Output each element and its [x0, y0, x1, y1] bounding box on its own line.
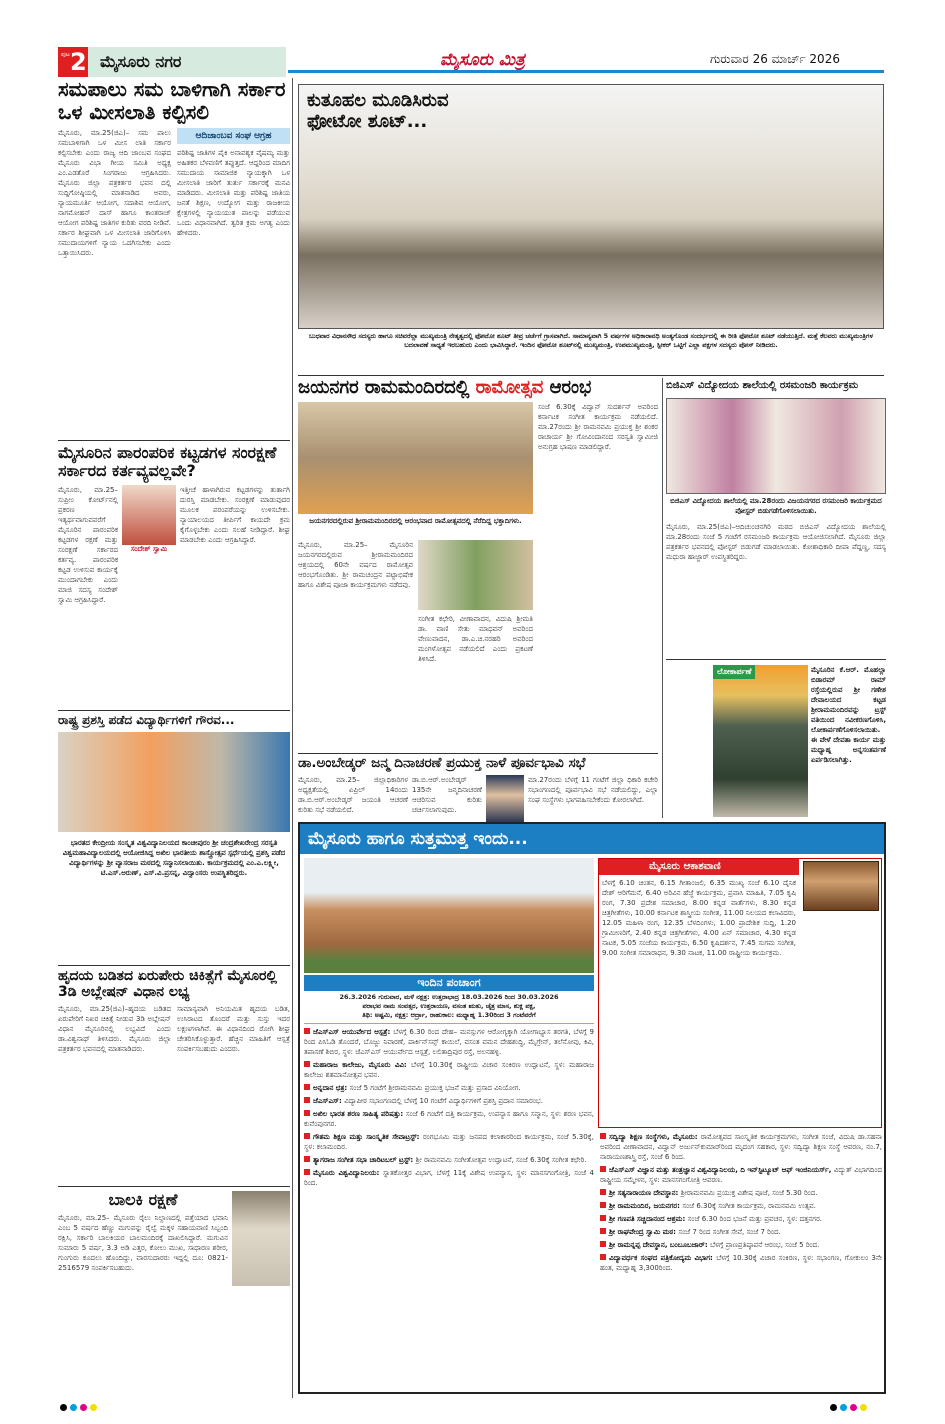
- today-events-box: [298, 822, 886, 1394]
- palace-photo: [304, 858, 594, 973]
- divider: [58, 440, 290, 441]
- event-item: [304, 1083, 594, 1093]
- girl-photo: [232, 1191, 290, 1286]
- article-body: ಸಾಮಾನ್ಯವಾಗಿ ಅನಿಯಮಿತ ಹೃದಯ ಬಡಿತ, ಉಸಿರಾಟದ ತೊಂದರೆ ಮತ್ತು ಸುಸ್ತು ಇದರ ಲಕ್ಷಣಗಳಾಗಿವೆ. ಈ ವಿಧಾನದಿಂದ ರೋಗಿ ಶೀಘ್ರ ಚೇತರಿಸಿಕೊಳ್ಳುತ್ತಾರೆ. ಹೆಚ್ಚಿನ ಮಾಹಿತಿಗೆ ಆಸ್ಪತ್ರೆ ಸಂಪರ್ಕಿಸಬಹುದು ಎಂದರು.: [177, 1005, 290, 1054]
- event-name: ಅನ್ನದಾನ ಛತ್ರ:: [313, 1084, 350, 1092]
- article-student-honour: [58, 710, 290, 948]
- section-title: ಮೈಸೂರು ನಗರ: [88, 47, 286, 77]
- article-body: ಇತ್ತೀಚೆ ಹಾಳಾಗಿರುವ ಕಟ್ಟಡಗಳನ್ನು ತುರ್ತಾಗಿ ದುರಸ್ತಿ ಮಾಡಬೇಕು. ಸಂರಕ್ಷಣೆ ಮಾಡುವುದರ ಮೂಲಕ ಪರಂಪರೆಯನ್ನು ಉಳಿಸಬೇಕು. ನ್ಯಾಯಾಲಯದ ತೀರ್ಪಿಗೆ ಕಾಯದೇ ಕ್ರಮ ಕೈಗೊಳ್ಳಬೇಕು ಎಂದು ಸಲಹೆ ನೀಡಿದ್ದಾರೆ. ಶೀಘ್ರ ಮಾಡಬೇಕು ಎಂದು ಆಗ್ರಹಿಸಿದ್ದಾರೆ.: [180, 485, 290, 544]
- newspaper-brand: ಮೈಸೂರು ಮಿತ್ರ: [440, 50, 525, 70]
- event-name: ಮಹಾರಾಜ ಕಾಲೇಜು, ಮೈಸೂರು ವಿವಿ:: [313, 1061, 412, 1069]
- divider: [58, 965, 290, 966]
- bullet-icon: [600, 1215, 606, 1221]
- poster-release-photo: [666, 398, 886, 494]
- event-item: [304, 1155, 594, 1165]
- panchanga-line: ಪರಾಭವ ನಾಮ ಸಂವತ್ಸರ, ಉತ್ತರಾಯಣ, ವಸಂತ ಋತು, ಚೈತ್ರ ಮಾಸ, ಶುಕ್ಲ ಪಕ್ಷ,: [362, 1002, 536, 1010]
- headline: ಸಮಪಾಲು ಸಮ ಬಾಳಿಗಾಗಿ ಸರ್ಕಾರ ಒಳ ಮೀಸಲಾತಿ ಕಲ್ಪಿಸಲಿ: [58, 77, 286, 124]
- event-name: ಮೈಸೂರು ವಿಶ್ವವಿದ್ಯಾನಿಲಯ:: [313, 1169, 383, 1177]
- radio-icon: [803, 861, 879, 911]
- article-girl-rescue: [58, 1186, 290, 1383]
- event-details: ಶ್ರೀ ರಾಮನವಮಿ ಸಂಗೀತೋತ್ಸವ ಉದ್ಘಾಟನೆ, ಸಂಜೆ 6.30ಕ್ಕೆ ಸಂಗೀತ ಕಛೇರಿ.: [415, 1156, 587, 1164]
- article-body: ಸಂಜೆ 6.30ಕ್ಕೆ ವಿದ್ವಾನ್ ಸುದರ್ಶನ್ ಅವರಿಂದ ಕರ್ನಾಟಕ ಸಂಗೀತ ಕಾರ್ಯಕ್ರಮ ನಡೆಯಲಿದೆ. ಮಾ.27ರಂದು ಶ್ರೀ ರಾಮನವಮಿ ಪ್ರಯುಕ್ತ ಶ್ರೀ ಶಂಕರ ರಾಚಾರ್ಯ ಶ್ರೀ ಗೋವಿಂದಾನಂದ ಸರಸ್ವತಿ ಸ್ವಾಮೀಜಿ ಅನುಗ್ರಹ ಭಾಷಣ ಮಾಡಲಿದ್ದಾರೆ.: [538, 403, 658, 451]
- header-rule: [288, 70, 884, 73]
- divider: [666, 659, 886, 660]
- registration-marks: [830, 1404, 890, 1414]
- headline: ಆರಂಭ: [543, 377, 592, 398]
- event-details: ಬೆಳಗ್ಗೆ 10.30ಕ್ಕೆ ವಿಚಾರ ಸಂಕಿರಣ, ಸ್ಥಳ: ಸಭಾಂಗಣ, ಗೋಕುಲಂ 3ನೇ ಹಂತ, ಮಧ್ಯಾಹ್ನ 3,300ರಿಂದ.: [600, 1254, 882, 1272]
- bullet-icon: [304, 1133, 310, 1139]
- bullet-icon: [600, 1254, 606, 1260]
- ritual-photo: [418, 540, 533, 610]
- event-name: ತ್ಯಾಗರಾಜ ಸಂಗೀತ ಸಭಾ ಚಾರಿಟಬಲ್ ಟ್ರಸ್ಟ್:: [313, 1156, 416, 1164]
- event-name: ಗೌತಮ ಶಿಕ್ಷಣ ಮತ್ತು ಸಾಂಸ್ಕೃತಿಕ ಸೇವಾಟ್ರಸ್ಟ್:: [313, 1133, 423, 1141]
- bullet-icon: [600, 1241, 606, 1247]
- event-name: ಜೆಎಸ್ಎಸ್:: [313, 1097, 345, 1105]
- bullet-icon: [600, 1166, 606, 1172]
- event-item: [304, 1096, 594, 1106]
- event-details: ರಾಮೋತ್ಸವದ ಸಾಂಸ್ಕೃತಿಕ ಕಾರ್ಯಕ್ರಮಗಳು, ಸಂಗೀತ ಸಂಜೆ, ವಿದುಷಿ ಡಾ.ಸಹನಾ ಅವರಿಂದ ವೀಣಾವಾದನ, ವಿದ್ವಾನ್ ಅರ್ಜುನ್‌ಕುಮಾರ್‌ರಿಂದ ಮೃದಂಗ ಸಹಕಾರ, ಸ್ಥಳ: ಸದ್ವಿದ್ಯಾ ಶಿಕ್ಷಣ ಸಂಸ್ಥೆ ಆವರಣ, ನಂ.7, ನಾರಾಯಣಶಾಸ್ತ್ರಿ ರಸ್ತೆ, ಸಂಜೆ 6 ರಿಂದ.: [600, 1133, 882, 1161]
- event-details: ಬೆಳಗ್ಗೆ 10.30ಕ್ಕೆ ರಾಷ್ಟ್ರೀಯ ವಿಚಾರ ಸಂಕಿರಣ ಉದ್ಘಾಟನೆ, ಸ್ಥಳ: ಮಹಾರಾಜ ಕಾಲೇಜು ಶತಮಾನೋತ್ಸವ ಭವನ.: [304, 1061, 594, 1079]
- panchanga-line: 26.3.2026 ಗುರುವಾರ, ಮಳೆ ನಕ್ಷತ್ರ: ಉತ್ತರಾಭಾದ್ರ 18.03.2026 ರಿಂದ 30.03.2026: [339, 993, 559, 1001]
- event-item: [600, 1165, 882, 1185]
- event-details: ಸ್ನಾತಕೋತ್ತರ ವಿಭಾಗ, ಬೆಳಗ್ಗೆ 11ಕ್ಕೆ ವಿಶೇಷ ಉಪನ್ಯಾಸ, ಸ್ಥಳ: ಮಾನಸಗಂಗೋತ್ರಿ, ಸಂಜೆ 4 ರಿಂದ.: [304, 1169, 594, 1187]
- today-title: ಮೈಸೂರು ಹಾಗೂ ಸುತ್ತಮುತ್ತ ಇಂದು...: [300, 824, 884, 854]
- column-divider: [292, 78, 293, 1398]
- bullet-icon: [600, 1133, 606, 1139]
- page-label: ಪುಟ: [61, 51, 70, 58]
- bullet-icon: [304, 1084, 310, 1090]
- event-name: ಶ್ರೀ ಸತ್ಯನಾರಾಯಣ ದೇವಸ್ಥಾನ:: [609, 1189, 681, 1197]
- article-body: ಮೈಸೂರು, ಮಾ.25(ಜಿಎ)– ಸಮ ಪಾಲು ಸಮಬಾಳಿಗಾಗಿ ಒಳ ಮೀಸ ಲಾತಿ ಸರ್ಕಾರ ಕಲ್ಪಿಸಬೇಕು ಎಂದು ರಾಜ್ಯ ಆದಿ ಜಾಂಬವ ಸಂಘದ ಮೈಸೂರು ವಿಭಾ ಗೀಯ ಸಮಿತಿ ಅಧ್ಯಕ್ಷ ಎಂ.ಎಡತೊರೆ ಸಿಂಗರಾಜು ಆಗ್ರಹಿಸಿದರು. ಮೈಸೂರು ಜಿಲ್ಲಾ ಪತ್ರಕರ್ತರ ಭವನ ದಲ್ಲಿ ಸುದ್ದಿಗೋಷ್ಠಿಯಲ್ಲಿ ಮಾತನಾಡಿದ ಅವರು, ನ್ಯಾಯಮೂರ್ತಿ ಆಯೋಗ, ಸದಾಶಿವ ಆಯೋಗ, ನಾಗಮೋಹನ್ ದಾಸ್ ಹಾಗೂ ಕಾಂತರಾಜ್ ಆಯೋಗ ಪರಿಶಿಷ್ಟ ಜಾತಿಗಳ ಕುರಿತು ವರದಿ ನೀಡಿವೆ. ಸರ್ಕಾರ ಶೀಘ್ರವಾಗಿ ಒಳ ಮೀಸಲಾತಿ ಜಾರಿಗೊಳಿಸಿ ಸಮುದಾಯಗಳಿಗೆ ನ್ಯಾಯ ಒದಗಿಸಬೇಕು ಎಂದು ಒತ್ತಾಯಿಸಿದರು.: [58, 129, 171, 257]
- event-item: [600, 1253, 882, 1273]
- article-internal-reservation: [58, 78, 290, 390]
- bullet-icon: [304, 1110, 310, 1116]
- article-3d-ablation: [58, 968, 290, 1169]
- article-body: ಮೈಸೂರು, ಮಾ.25– ಮೈಸೂರು ರೈಲು ನಿಲ್ದಾಣದಲ್ಲಿ ಪತ್ತೆಯಾದ ಭವಾನಿ ಎಂಬ 5 ವರ್ಷದ ಹೆಣ್ಣು ಮಗುವನ್ನು ರೈಲ್ವೆ ಮಕ್ಕಳ ಸಹಾಯವಾಣಿ ಸಿಬ್ಬಂದಿ ರಕ್ಷಿಸಿ, ಸರ್ಕಾರಿ ಬಾಲಕಿಯರ ಬಾಲಮಂದಿರಕ್ಕೆ ದಾಖಲಿಸಿದ್ದಾರೆ. ಮಗುವಿನ ಸುಮಾರು 5 ವರ್ಷ, 3.3 ಅಡಿ ಎತ್ತರ, ಕೋಲು ಮುಖ, ಸಾಧಾರಣ ಶರೀರ, ಗುಂಗುರು ಕೂದಲು ಹೊಂದಿದ್ದು, ವಾರಸುದಾರರು ಇದ್ದಲ್ಲಿ ದೂ: 0821-2516579 ಸಂಪರ್ಕಿಸಬಹುದು.: [58, 1214, 228, 1273]
- event-name: ಜೆಎಸ್‌ಎಸ್ ವಿಜ್ಞಾನ ಮತ್ತು ತಂತ್ರಜ್ಞಾನ ವಿಶ್ವವಿದ್ಯಾನಿಲಯ, ದಿ ಇನ್‌ಸ್ಟಿಟ್ಯೂಟ್ ಆಫ್ ಇಂಜಿನಿಯರ್ಸ್,: [609, 1166, 834, 1174]
- event-item: [600, 1227, 882, 1237]
- bullet-icon: [304, 1028, 310, 1034]
- article-body: ಮೈಸೂರು, ಮಾ.25(ಜಿಎ)–ಆದಿಚುಂಚನಗಿರಿ ಮಠದ ಬಿಜಿಎಸ್ ವಿದ್ಯೋದಯ ಶಾಲೆಯಲ್ಲಿ ಮಾ.28ರಂದು ಸಂಜೆ 5 ಗಂಟೆಗೆ ರಸಮಂಜರಿ ಕಾರ್ಯಕ್ರಮ ಆಯೋಜಿಸಲಾಗಿದೆ. ಮೈಸೂರು ಜಿಲ್ಲಾ ಪತ್ರಕರ್ತರ ಭವನದಲ್ಲಿ ಪೋಸ್ಟರ್ ಬಿಡುಗಡೆ ಮಾಡಲಾಯಿತು. ಕೋಶಾಧಿಕಾರಿ ದೀಪಾ ಪೆದ್ದಣ್ಣ, ಸದಸ್ಯ ಮಧುರಾ ಹಾಜ್ಜಾರ್ ಉಪಸ್ಥಿತರಿದ್ದರು.: [666, 522, 886, 561]
- temple-crowd-photo: [298, 402, 533, 514]
- event-item: [304, 1060, 594, 1080]
- article-tag: ಆದಿಜಾಂಬವ ಸಂಘ ಆಗ್ರಹ: [177, 128, 290, 144]
- photo-caption: ಬಿಜಿಎಸ್ ವಿದ್ಯೋದಯ ಶಾಲೆಯಲ್ಲಿ ಮಾ.28ರಂದು ವಿಜಯನಗರದ ರಸಮಂಜರಿ ಕಾರ್ಯಕ್ರಮದ ಪೋಸ್ಟರ್ ಬಿಡುಗಡೆಗೊಳಿಸಲಾಯಿತು.: [670, 496, 882, 515]
- article-body: ಡಾ.ಬಿ.ಆರ್.ಅಂಬೇಡ್ಕರ್ 135ನೇ ಜನ್ಮದಿನಾಚರಣೆ ಆಚರಿಸುವ ಕುರಿತು ಚರ್ಚಿಸಲಾಗುವುದು.: [412, 775, 482, 814]
- article-body: ಪರಿಶಿಷ್ಟ ಜಾತಿಗಳ ಪೈಕಿ ಅನಾವಶ್ಯಕ ವೈಷಮ್ಯ ಮತ್ತು ಅಹಿತಕರ ಬೆಳವಣಿಗೆ ತಪ್ಪುತ್ತದೆ. ಆದ್ದರಿಂದ ಮಾದಿಗ ಸಮುದಾಯ ಸಾಮಾಜಿಕ ನ್ಯಾಯಕ್ಕಾಗಿ ಒಳ ಮೀಸಲಾತಿ ಜಾರಿಗೆ ತುರ್ತು ಸರ್ಕಾರಕ್ಕೆ ಮನವಿ ಮಾಡಿದರು. ಮೀಸಲಾತಿ ಮತ್ತು ಪರಿಶಿಷ್ಟ ಜಾತಿಯ ಜನತೆ ಶಿಕ್ಷಣ, ಉದ್ಯೋಗ ಮತ್ತು ರಾಜಕೀಯ ಕ್ಷೇತ್ರಗಳಲ್ಲಿ ನ್ಯಾಯಯುತ ಪಾಲನ್ನು ಪಡೆಯುವ ಒಂದು ವಿಧಾನವಾಗಿದೆ. ತ್ವರಿತ ಕ್ರಮ ಅಗತ್ಯ ಎಂದು ಹೇಳಿದರು.: [177, 149, 290, 237]
- radio-title: ಮೈಸೂರು ಆಕಾಶವಾಣಿ: [599, 859, 799, 875]
- photo-caption: ಭಾರತದ ಕೇಂದ್ರೀಯ ಸಂಸ್ಕೃತ ವಿಶ್ವವಿದ್ಯಾನಿಲಯದ ಕಾಂಚೀಪುರಂ ಶ್ರೀ ಚಂದ್ರಶೇಖರೇಂದ್ರ ಸರಸ್ವತಿ ವಿಶ್ವಮಹಾವಿದ್ಯಾಲಯದಲ್ಲಿ ಆಯೋಜಿಸಿದ್ದ ಅಖಿಲ ಭಾರತೀಯ ಶಾಸ್ತ್ರೋತ್ಸವ ಸ್ಪರ್ಧೆಯಲ್ಲಿ ಪ್ರಶಸ್ತಿ ಪಡೆದ ವಿದ್ಯಾರ್ಥಿಗಳನ್ನು ಶ್ರೀ ವ್ಯಾಸರಾಜ ಮಠದಲ್ಲಿ ಸನ್ಮಾನಿಸಲಾಯಿತು. ಕಾರ್ಯಕ್ರಮದಲ್ಲಿ ಎಂ.ಎ.ಲಕ್ಷ್ಮೀ, ಟಿ.ಎಸ್.ಅರುಣ್, ಎಸ್.ವಿ.ಪ್ರಸನ್ನ, ವಿದ್ವಾಂಸರು ಉಪಸ್ಥಿತರಿದ್ದರು.: [62, 838, 286, 877]
- event-details: ವಿದ್ಯುತ್ ವಿಭಾಗದಿಂದ ರಾಷ್ಟ್ರೀಯ ಸಮ್ಮೇಳನ, ಸ್ಥಳ: ಮಾನಸಗಂಗೋತ್ರಿ ಆವರಣ.: [600, 1166, 882, 1184]
- article-ambedkar-meeting: [298, 756, 658, 825]
- event-item: [304, 1027, 594, 1057]
- event-details: ವಿದ್ಯಾಪೀಠ ಸಭಾಂಗಣದಲ್ಲಿ ಬೆಳಗ್ಗೆ 10 ಗಂಟೆಗೆ ವಿದ್ಯಾರ್ಥಿಗಳಿಗೆ ಪ್ರಶಸ್ತಿ ಪ್ರದಾನ ಸಮಾರಂಭ.: [344, 1097, 543, 1105]
- headline: ರಾಷ್ಟ್ರ ಪ್ರಶಸ್ತಿ ಪಡೆದ ವಿದ್ಯಾರ್ಥಿಗಳಿಗೆ ಗೌರವ...: [58, 710, 290, 728]
- event-details: ಸಂಜೆ 6.30ಕ್ಕೆ ಸಂಗೀತ ಕಾರ್ಯಕ್ರಮ, ರಾಮನವಮಿ ಉತ್ಸವ.: [682, 1202, 816, 1210]
- events-list-right: [600, 1132, 882, 1390]
- event-item: [304, 1168, 594, 1188]
- headline: ಹೃದಯ ಬಡಿತದ ಏರುಪೇರು ಚಿಕಿತ್ಸೆಗೆ ಮೈಸೂರಲ್ಲಿ 3ಡಿ ಅಬ್ಲೇಷನ್ ವಿಧಾನ ಲಭ್ಯ: [58, 968, 278, 1001]
- event-name: ಜೆಎಸ್ಎಸ್ ಆಯುರ್ವೇದ ಆಸ್ಪತ್ರೆ:: [313, 1028, 394, 1036]
- event-name: ವಿದ್ಯಾವರ್ಧಕ ಸಂಘದ ಪತ್ರಿಕೋದ್ಯಮ ವಿಭಾಗ:: [609, 1254, 717, 1262]
- group-photo: [58, 732, 290, 832]
- divider: [304, 1023, 594, 1024]
- article-body: ಮೈಸೂರಿನ ಕೆ.ಆರ್. ಮೊಹಲ್ಲಾ ಬಿಡಾರಮ್ ರಾಮ್ ರಸ್ತೆಯಲ್ಲಿರುವ ಶ್ರೀ ಗಣೇಶ ದೇವಾಲಯದ ಕಟ್ಟಡ ಶ್ರೀರಾಮಮಂದಿರವನ್ನು ಟ್ರಸ್ಟ್ ವತಿಯಿಂದ ನವೀಕರಣಗೊಳಿಸಿ, ಲೋಕಾರ್ಪಣೆಗೊಳಿಸಲಾಯಿತು. ಈ ವೇಳೆ ದೇವತಾ ಕಾರ್ಯ ಮತ್ತು ಮಧ್ಯಾಹ್ನ ಅನ್ನಸಂತರ್ಪಣೆ ಏರ್ಪಡಿಸಲಾಗಿತ್ತು.: [811, 666, 886, 764]
- event-item: [600, 1214, 882, 1224]
- bullet-icon: [304, 1156, 310, 1162]
- panchanga-line: ತಿಥಿ: ಅಷ್ಟಮಿ, ನಕ್ಷತ್ರ: ಆರ್ದ್ರಾ, ರಾಹುಕಾಲ: ಮಧ್ಯಾಹ್ನ 1.30ರಿಂದ 3 ಗಂಟೆವರೆಗೆ: [362, 1011, 536, 1019]
- headline: ಜಯನಗರ ರಾಮಮಂದಿರದಲ್ಲಿ: [298, 377, 476, 398]
- panchanga-title: ಇಂದಿನ ಪಂಚಾಂಗ: [304, 975, 594, 991]
- divider: [298, 375, 884, 376]
- photo-caption: ಜಯನಗರದಲ್ಲಿರುವ ಶ್ರೀರಾಮಮಂದಿರದಲ್ಲಿ ಆರಂಭವಾದ ರಾಮೋತ್ಸವದಲ್ಲಿ ನೆರೆದಿದ್ದ ಭಕ್ತಾದಿಗಳು.: [309, 517, 522, 525]
- radio-box: [598, 858, 882, 1128]
- headline: ಕುತೂಹಲ ಮೂಡಿಸಿರುವ ಫೋಟೋ ಶೂಟ್...: [307, 90, 449, 132]
- event-details: ರಂಗಭೂಮಿ ಮತ್ತು ಜನಪದ ಕಲಾಕಾರರಿಂದ ಕಾರ್ಯಕ್ರಮ, ಸಂಜೆ 5.30ಕ್ಕೆ, ಸ್ಥಳ: ಕಲಾಮಂದಿರ.: [304, 1133, 594, 1151]
- event-name: ಶ್ರೀ ರಾಘವೇಂದ್ರ ಸ್ವಾಮಿ ಮಠ:: [609, 1228, 679, 1236]
- event-item: [600, 1240, 882, 1250]
- event-item: [600, 1132, 882, 1162]
- temple-facade-photo: [713, 665, 808, 817]
- page-number-badge: [58, 47, 88, 77]
- event-details: ಸಂಜೆ 5 ಗಂಟೆಗೆ ಶ್ರೀರಾಮನವಮಿ ಪ್ರಯುಕ್ತ ಭಜನೆ ಮತ್ತು ಪ್ರಸಾದ ವಿನಿಯೋಗ.: [349, 1084, 521, 1092]
- events-list-left: [304, 1027, 594, 1390]
- bullet-icon: [600, 1202, 606, 1208]
- event-item: [304, 1132, 594, 1152]
- event-details: ಶ್ರೀರಾಮನವಮಿ ಪ್ರಯುಕ್ತ ವಿಶೇಷ ಪೂಜೆ, ಸಂಜೆ 5.30 ರಿಂದ.: [680, 1189, 818, 1197]
- event-name: ಅಖಿಲ ಭಾರತ ಶರಣ ಸಾಹಿತ್ಯ ಪರಿಷತ್ತು:: [313, 1110, 406, 1118]
- event-name: ಶ್ರೀ ರಾಮಮಂದಿರ, ಜಯನಗರ:: [609, 1202, 683, 1210]
- divider: [298, 753, 658, 754]
- bullet-icon: [304, 1169, 310, 1175]
- portrait-photo: [122, 485, 176, 545]
- assembly-group-photo: [298, 84, 884, 329]
- bullet-icon: [304, 1097, 310, 1103]
- event-details: ಸಂಜೆ 7 ರಿಂದ ಸಂಗೀತ ಸೇವೆ, ಸಂಜೆ 7 ರಿಂದ.: [678, 1228, 781, 1236]
- headline-accent: ರಾಮೋತ್ಸವ: [475, 377, 544, 398]
- event-details: ಬೆಳಗ್ಗೆ 6.30 ರಿಂದ ದೇಹ– ಮನಸ್ಸುಗಳ ಆರೋಗ್ಯಕ್ಕಾಗಿ ಯೋಗಾಭ್ಯಾಸ ತರಗತಿ, ಬೆಳಗ್ಗೆ 9 ರಿಂದ ಪಿಸಿಓಡಿ ತೊಂದರೆ, ಬೊಜ್ಜು ನಿವಾರಣೆ, ಪಾರ್ಕಿನ್‌ಸನ್ಸ್ ಕಾಯಿಲೆ, ವಸಂತ ವಮನ ದೇಹಶುದ್ಧಿ, ಮೈಗ್ರೇನ್, ತಲೆನೋವು, ಕಿವಿ, ತಪಾಸಣೆ ಶಿಬಿರ, ಸ್ಥಳ: ಜೆಎಸ್ಎಸ್ ಆಯುರ್ವೇದ ಆಸ್ಪತ್ರೆ, ಲಲಿತಾದ್ರಿಪುರ ರಸ್ತೆ, ಅಲನಹಳ್ಳಿ.: [304, 1028, 594, 1056]
- article-body: ಸಂಗೀತ ಕಛೇರಿ, ವೀಣಾವಾದನ, ವಿದುಷಿ ಶ್ರೀಮತಿ ಡಾ. ವಾಣಿ ಸೇತು ಮಾಧವನ್ ಅವರಿಂದ ವೇಣುವಾದನ, ಡಾ.ಎ.ಚಿ.ನರಹರಿ ಅವರಿಂದ ಮಂಗಳೋತ್ಸವ ನಡೆಯಲಿದೆ ಎಂದು ಪ್ರಕಟಣೆ ತಿಳಿಸಿದೆ.: [418, 615, 533, 663]
- event-name: ಸದ್ವಿದ್ಯಾ ಶಿಕ್ಷಣ ಸಂಸ್ಥೆಗಳು, ಮೈಸೂರು:: [609, 1133, 701, 1141]
- event-details: ಬೆಳಗ್ಗೆ ಪ್ರಾಣಪ್ರತಿಷ್ಠಾಪನೆ ಆರಂಭ, ಸಂಜೆ 5 ರಿಂದ.: [710, 1241, 820, 1249]
- photo-name: ಸಂದೇಶ್ ಸ್ವಾಮಿ: [130, 544, 168, 553]
- article-ramotsava: [298, 378, 658, 399]
- event-name: ಶ್ರೀ ಗಣಪತಿ ಸಚ್ಚಿದಾನಂದ ಆಶ್ರಮ:: [609, 1215, 688, 1223]
- ambedkar-portrait: [486, 775, 524, 825]
- article-body: ಮೈಸೂರು, ಮಾ.25– ಜಿಲ್ಲಾಧಿಕಾರಿಗಳ ಅಧ್ಯಕ್ಷತೆಯಲ್ಲಿ ಏಪ್ರಿಲ್ 14ರಂದು ಡಾ.ಬಿ.ಆರ್.ಅಂಬೇಡ್ಕರ್ ಜಯಂತಿ ಆಚರಣೆ ಕುರಿತು ಸಭೆ ನಡೆಯಲಿದೆ.: [298, 775, 408, 814]
- bullet-icon: [600, 1228, 606, 1234]
- headline: ಡಾ.ಅಂಬೇಡ್ಕರ್ ಜನ್ಮ ದಿನಾಚರಣೆ ಪ್ರಯುಕ್ತ ನಾಳೆ ಪೂರ್ವಭಾವಿ ಸಭೆ: [298, 755, 586, 771]
- headline: ಮೈಸೂರಿನ ಪಾರಂಪರಿಕ ಕಟ್ಟಡಗಳ ಸಂರಕ್ಷಣೆ ಸರ್ಕಾರದ ಕರ್ತವ್ಯವಲ್ಲವೇ?: [58, 443, 277, 481]
- issue-date: ಗುರುವಾರ 26 ಮಾರ್ಚ್ 2026: [710, 52, 840, 66]
- headline: ಬಾಲಕಿ ರಕ್ಷಣೆ: [108, 1190, 178, 1209]
- event-details: ಸಂಜೆ 6.30 ರಿಂದ ಭಜನೆ ಮತ್ತು ಪ್ರವಚನ, ಸ್ಥಳ: ದತ್ತನಗರ.: [687, 1215, 823, 1223]
- article-heritage-buildings: [58, 444, 290, 695]
- article-body: ಮೈಸೂರು, ಮಾ.25– ಸುಪ್ರೀಂ ಕೋರ್ಟ್‌ನಲ್ಲಿ ಪ್ರಕರಣ ಇತ್ಯರ್ಥವಾಗುವವರೆಗೆ ಮೈಸೂರಿನ ಪಾರಂಪರಿಕ ಕಟ್ಟಡಗಳ ರಕ್ಷಣೆ ಮತ್ತು ಸಂರಕ್ಷಣೆ ಸರ್ಕಾರದ ಕರ್ತವ್ಯ. ಪಾರಂಪರಿಕ ಕಟ್ಟಡ ಉಳಿಸುವ ಕಾರ್ಯಕ್ಕೆ ಮುಂದಾಗಬೇಕು ಎಂದು ಮಾಜಿ ಸದಸ್ಯ ಸಂದೇಶ್ ಸ್ವಾಮಿ ಆಗ್ರಹಿಸಿದ್ದಾರೆ.: [58, 485, 118, 604]
- event-details: ಸಂಜೆ 6 ಗಂಟೆಗೆ ದತ್ತಿ ಕಾರ್ಯಕ್ರಮ, ಉಪನ್ಯಾಸ ಹಾಗೂ ಸನ್ಮಾನ, ಸ್ಥಳ: ಶರಣ ಭವನ, ಕುವೆಂಪುನಗರ.: [304, 1110, 594, 1128]
- registration-marks: [60, 1404, 120, 1414]
- column-divider: [662, 378, 663, 818]
- article-body: ಮೈಸೂರು, ಮಾ.25(ಜಿಎ)–ಹೃದಯ ಬಡಿತದ ಏರುಪೇರಿಗೆ ನಿಖರ ಚಿಕಿತ್ಸೆ ನೀಡುವ 3ಡಿ ಅಬ್ಲೇಷನ್ ವಿಧಾನ ಮೈಸೂರಿನಲ್ಲಿ ಲಭ್ಯವಿದೆ ಎಂದು ಡಾ.ವಿಶ್ವನಾಥ್ ತಿಳಿಸಿದರು. ಮೈಸೂರು ಜಿಲ್ಲಾ ಪತ್ರಕರ್ತರ ಭವನದಲ್ಲಿ ಮಾತನಾಡಿದರು.: [58, 1005, 171, 1054]
- bullet-icon: [600, 1189, 606, 1195]
- article-body: ಮಾ.27ರಂದು ಬೆಳಗ್ಗೆ 11 ಗಂಟೆಗೆ ಜಿಲ್ಲಾ ಧಿಕಾರಿ ಕಚೇರಿ ಸಭಾಂಗಣದಲ್ಲಿ ಪೂರ್ವಭಾವಿ ಸಭೆ ನಡೆಯಲಿದ್ದು, ಎಲ್ಲಾ ಸಂಘ ಸಂಸ್ಥೆಗಳು ಭಾಗವಹಿಸಬೇಕೆಂದು ಕೋರಲಾಗಿದೆ.: [528, 775, 658, 804]
- photo-caption: ಬುಧವಾರ ವಿಧಾನಸೌಧ ಸದಸ್ಯರು ಹಾಗೂ ಸಚಿವರೆಲ್ಲಾ ಮುಖ್ಯಮಂತ್ರಿ ನೇತೃತ್ವದಲ್ಲಿ ಫೋಟೋ ಶೂಟ್ ತೀವ್ರ ಚರ್ಚೆಗೆ ಗ್ರಾಸವಾಗಿದೆ. ಸಾಮಾನ್ಯವಾಗಿ 5 ವರ್ಷಗಳ ಅಧಿಕಾರಾವಧಿ ಅಂತ್ಯಗೊಂಡ ಸಂದರ್ಭದಲ್ಲಿ ಈ ರೀತಿ ಫೋಟೋ ಶೂಟ್ ನಡೆಯುತ್ತಿದೆ. ಮತ್ತೆ ಕೆಲವರು ಮುಖ್ಯಮಂತ್ರಿಗಳ ಬದಲಾವಣೆ ಸಾಧ್ಯತೆ ಇರಬಹುದು ಎಂದು ಭಾವಿಸಿದ್ದಾರೆ. ಇಂದಿನ ಫೋಟೋ ಶೂಟ್‌ನಲ್ಲಿ ಮುಖ್ಯಮಂತ್ರಿ, ಉಪಮುಖ್ಯಮಂತ್ರಿ, ಸ್ಪೀಕರ್ ಒಟ್ಟಿಗೆ ಎಲ್ಲಾ ಪಕ್ಷಗಳ ಸದಸ್ಯರು ಪೋಸ್ ನೀಡಿದರು.: [309, 332, 873, 349]
- event-item: [600, 1201, 882, 1211]
- page-number: 2: [70, 48, 87, 76]
- article-body: ಮೈಸೂರು, ಮಾ.25– ಮೈಸೂರಿನ ಜಯನಗರದಲ್ಲಿರುವ ಶ್ರೀರಾಮಮಂದಿರದ ಆಶ್ರಯದಲ್ಲಿ 60ನೇ ವರ್ಷದ ರಾಮೋತ್ಸವ ಆರಂಭಗೊಂಡಿತು. ಶ್ರೀ ರಾಮಚಂದ್ರನ ಪಟ್ಟಾಭಿಷೇಕ ಹಾಗೂ ವಿಶೇಷ ಪೂಜಾ ಕಾರ್ಯಕ್ರಮಗಳು ನಡೆದವು.: [298, 541, 413, 589]
- event-name: ಶ್ರೀ ರಾಮನ್ನಪ್ಪ ದೇವಸ್ಥಾನ, ಬಂಬೂಬಜಾರ್:: [609, 1241, 711, 1249]
- headline: ಬಿಜಿಎಸ್ ವಿದ್ಯೋದಯ ಶಾಲೆಯಲ್ಲಿ ರಸಮಂಜರಿ ಕಾರ್ಯಕ್ರಮ: [666, 380, 859, 391]
- event-item: [304, 1109, 594, 1129]
- radio-schedule: ಬೆಳಗ್ಗೆ 6.10 ಚಿಂತನ, 6.15 ಗೀತಾಂಜಲಿ, 6.35 ಮುಖ್ಯ ಸಂಜೆ 6.10 ದೈನಿಕ ದೇಶ್ ಆರಿಗೆಮನೆ, 6.40 ಅರಿವಿನ ಹೆಜ್ಜೆ ಕಾರ್ಯಕ್ರಮ, ಪ್ರವಾಸಿ ಮಾಹಿತಿ, 7.05 ಕೃಷಿ ರಂಗ, 7.30 ಪ್ರದೇಶ ಸಮಾಚಾರ, 8.00 ಕನ್ನಡ ವಾರ್ತೆಗಳು, 8.30 ಕನ್ನಡ ಚಿತ್ರಗೀತೆಗಳು, 10.00 ಕರ್ನಾಟಕ ಶಾಸ್ತ್ರೀಯ ಸಂಗೀತ, 11.00 ನಿಲಯದ ಕಲಾವಿದರು, 12.05 ಮಹಿಳಾ ರಂಗ, 12.35 ಬೆಳದಿಂಗಳು, 1.00 ಪ್ರಾದೇಶಿಕ ಸುದ್ದಿ, 1.20 ಗ್ರಾಮೀಣರಿಗೆ, 2.40 ಕನ್ನಡ ಚಿತ್ರಗೀತೆಗಳು, 4.00 ಏನ್ ಸಮಾಚಾರ, 4.30 ಕನ್ನಡ ನಾಟಕ, 5.05 ಸಂಜೆಯ ಕಾರ್ಯಕ್ರಮ, 6.50 ಕೃಷಿದರ್ಶನ, 7.45 ಸುಗಮ ಸಂಗೀತ, 9.00 ಸಂಗೀತ ಸಮಾರಾಧನ, 9.30 ನಾಟಕ, 11.00 ರಾಷ್ಟ್ರೀಯ ಕಾರ್ಯಕ್ರಮ.: [602, 879, 796, 957]
- inauguration-tag: ಲೋಕಾರ್ಪಣೆ: [713, 665, 755, 679]
- event-item: [600, 1188, 882, 1198]
- bullet-icon: [304, 1061, 310, 1067]
- article-bgs-rasamanjari: [666, 380, 886, 662]
